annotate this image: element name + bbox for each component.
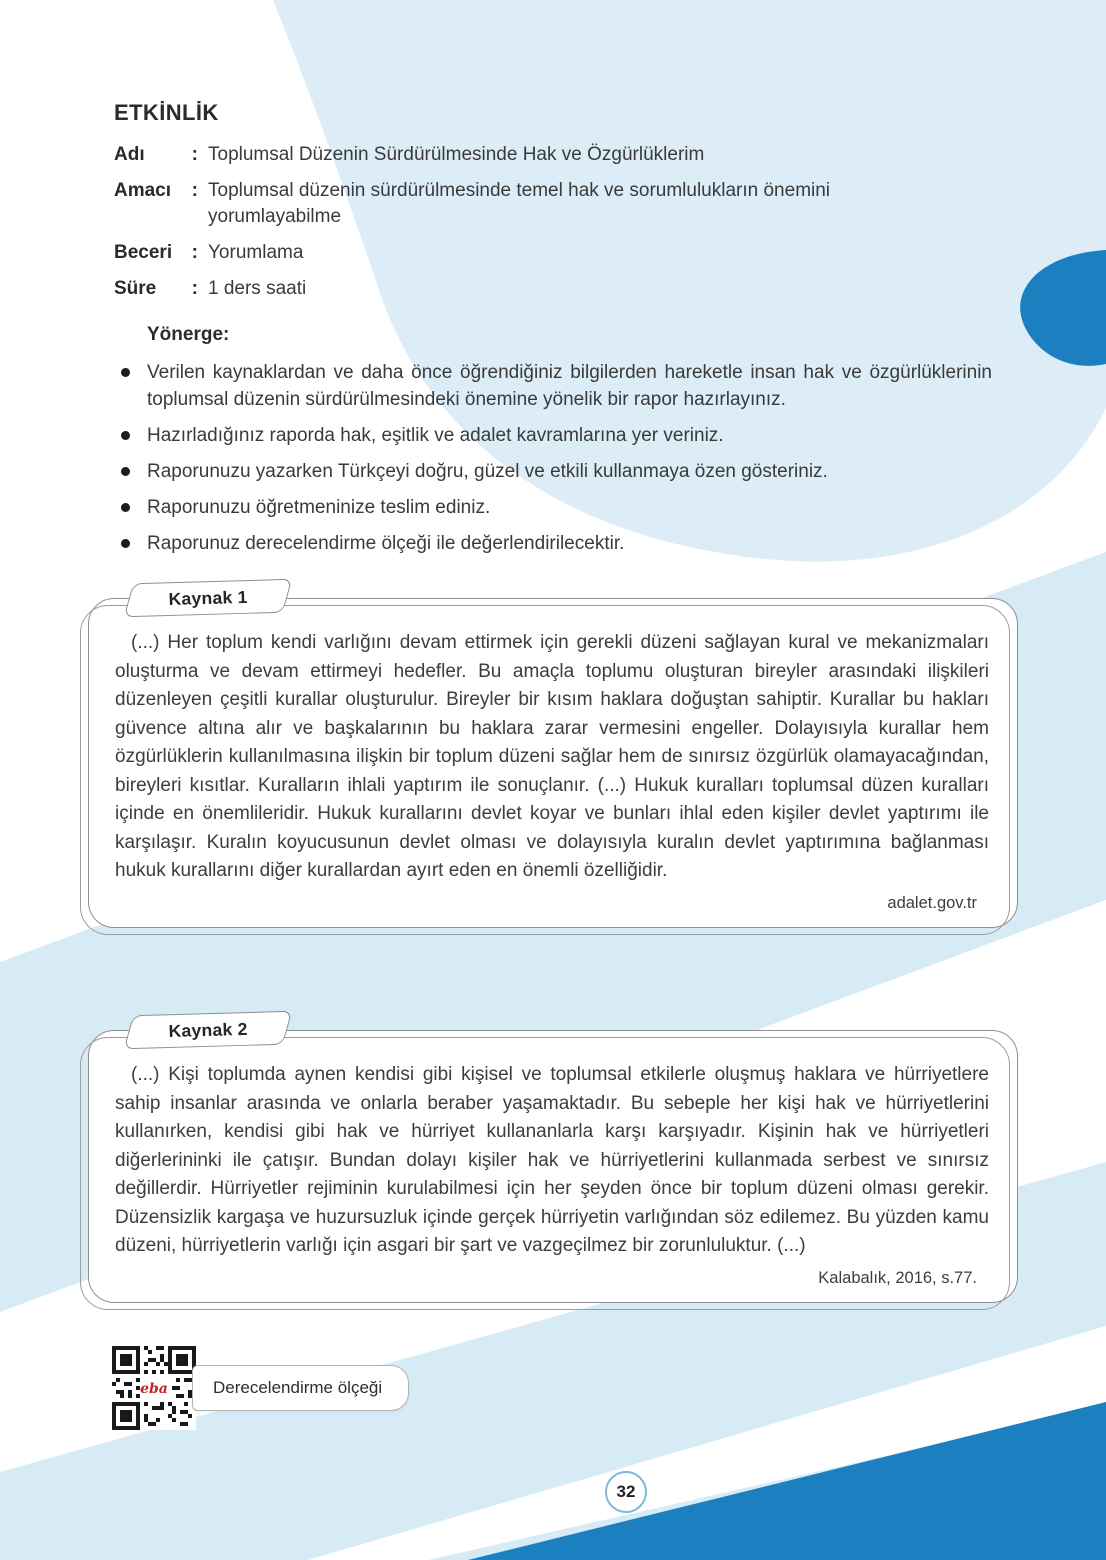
meta-row-name bbox=[114, 142, 992, 168]
bullet-icon bbox=[121, 467, 130, 476]
directions-title: Yönerge: bbox=[147, 324, 230, 345]
activity-header bbox=[114, 100, 992, 566]
qr-code bbox=[112, 1346, 196, 1430]
qr-label-text: Derecelendirme ölçeği bbox=[213, 1378, 383, 1397]
directive-text: Raporunuzu yazarken Türkçeyi doğru, güzel ve etkili kullanmaya özen gösteriniz. bbox=[147, 461, 828, 482]
source-text: (...) Kişi toplumda aynen kendisi gibi kişisel ve toplumsal etkilerle oluşmuş haklara ve hürriyetlere sahip insanlar arasında ve onlarla beraber yaşamaktadır. Bu sebeple her kişi hak ve hürriyetlerini kullanırken, kendisi gibi hak ve hürriyet kullananlarla karşı karşıyadır. Kişinin hak ve hürriyetleri diğerlerininki ile çatışır. Bundan dolayı kişiler hak ve hürriyetlerini kullanmada serbest ve sınırsız değillerdir. Hürriyetler rejiminin kurulabilmesi için her şeyden önce bir toplum düzeni olması gerekir. Düzensizlik kargaşa ve huzursuzluk içinde gerçek hürriyetin varlığından söz edilemez. Bu yüzden kamu düzeni, hürriyetlerin varlığı için asgari bir şart ve vazgeçilmez bir zorunluluktur. (...) bbox=[115, 1064, 989, 1256]
activity-title: ETKİNLİK bbox=[114, 100, 219, 125]
source-attribution: adalet.gov.tr bbox=[887, 893, 977, 912]
meta-separator: : bbox=[191, 242, 198, 263]
source-box-2 bbox=[88, 1018, 1018, 1303]
meta-label bbox=[114, 276, 198, 302]
directive-item bbox=[114, 422, 992, 449]
meta-separator: : bbox=[191, 180, 198, 201]
directive-item bbox=[114, 530, 992, 557]
source-tab-1 bbox=[124, 579, 293, 617]
directive-text: Raporunuz derecelendirme ölçeği ile değerlendirilecektir. bbox=[147, 533, 625, 554]
meta-value: 1 ders saati bbox=[208, 278, 307, 299]
meta-label bbox=[114, 178, 198, 230]
source-tab-label: Kaynak 1 bbox=[168, 586, 248, 609]
bullet-icon bbox=[121, 503, 130, 512]
meta-separator: : bbox=[191, 278, 198, 299]
meta-value: Yorumlama bbox=[208, 242, 304, 263]
meta-label bbox=[114, 240, 198, 266]
meta-label-text: Beceri bbox=[114, 242, 173, 263]
meta-value: Toplumsal Düzenin Sürdürülmesinde Hak ve Özgürlüklerim bbox=[208, 144, 705, 165]
qr-logo-text: eba bbox=[140, 1381, 168, 1397]
source-tab-label: Kaynak 2 bbox=[168, 1018, 248, 1041]
qr-block bbox=[112, 1346, 409, 1430]
source-box-1 bbox=[88, 586, 1018, 928]
source-attribution: Kalabalık, 2016, s.77. bbox=[818, 1268, 977, 1287]
page-number-badge bbox=[605, 1471, 647, 1513]
page-number: 32 bbox=[616, 1482, 636, 1501]
directive-text: Hazırladığınız raporda hak, eşitlik ve adalet kavramlarına yer veriniz. bbox=[147, 425, 724, 446]
bullet-icon bbox=[121, 368, 130, 377]
bullet-icon bbox=[121, 431, 130, 440]
source-text: (...) Her toplum kendi varlığını devam ettirmek için gerekli düzeni sağlayan kural ve mekanizmaları oluşturma ve devam ettirmeyi hedefler. Bu amaçla toplumu oluşturan bireyler arasındaki ilişkileri düzenleyen çeşitli kurallar oluşturulur. Bireyler bir kısım haklara doğuştan sahiptir. Kurallar bu hakları güvence altına alır ve başkalarının bu haklara zarar vermesini engeller. Dolayısıyla kurallar hem özgürlüklerin kullanılmasına ilişkin bir toplum düzeni sağlar hem de sınırsız özgürlük olamayacağından, bireyleri kısıtlar. Kuralların ihlali yaptırım ile sonuçlanır. (...) Hukuk kuralları toplumsal düzen kuralları içinde en önemlileridir. Hukuk kurallarını devlet koyar ve bunları ihlal eden kişiler devlet yaptırımı ile karşılaşır. Kuralın koyucusunun devlet olması ve dolayısıyla kuralın devlet yaptırımına bağlanması hukuk kurallarını diğer kurallardan ayırt eden en önemli özelliğidir. bbox=[115, 632, 989, 881]
bullet-icon bbox=[121, 539, 130, 548]
source-tab-2 bbox=[124, 1011, 293, 1049]
directive-item bbox=[114, 359, 992, 413]
qr-label bbox=[192, 1365, 409, 1411]
meta-label-text: Adı bbox=[114, 144, 145, 165]
meta-label-text: Amacı bbox=[114, 180, 172, 201]
meta-label-text: Süre bbox=[114, 278, 157, 299]
directive-text: Raporunuzu öğretmeninize teslim ediniz. bbox=[147, 497, 491, 518]
directive-item bbox=[114, 494, 992, 521]
meta-separator: : bbox=[191, 144, 198, 165]
directive-text: Verilen kaynaklardan ve daha önce öğrendiğiniz bilgilerden hareketle insan hak ve özgürlüklerinin toplumsal düzenin sürdürülmesindeki önemine yönelik bir rapor hazırlayınız. bbox=[147, 362, 992, 410]
meta-row-skill bbox=[114, 240, 992, 266]
meta-label bbox=[114, 142, 198, 168]
meta-row-goal bbox=[114, 178, 992, 230]
meta-value: Toplumsal düzenin sürdürülmesinde temel hak ve sorumlulukların önemini yorumlayabilme bbox=[208, 180, 831, 227]
directive-item bbox=[114, 458, 992, 485]
meta-row-duration bbox=[114, 276, 992, 302]
